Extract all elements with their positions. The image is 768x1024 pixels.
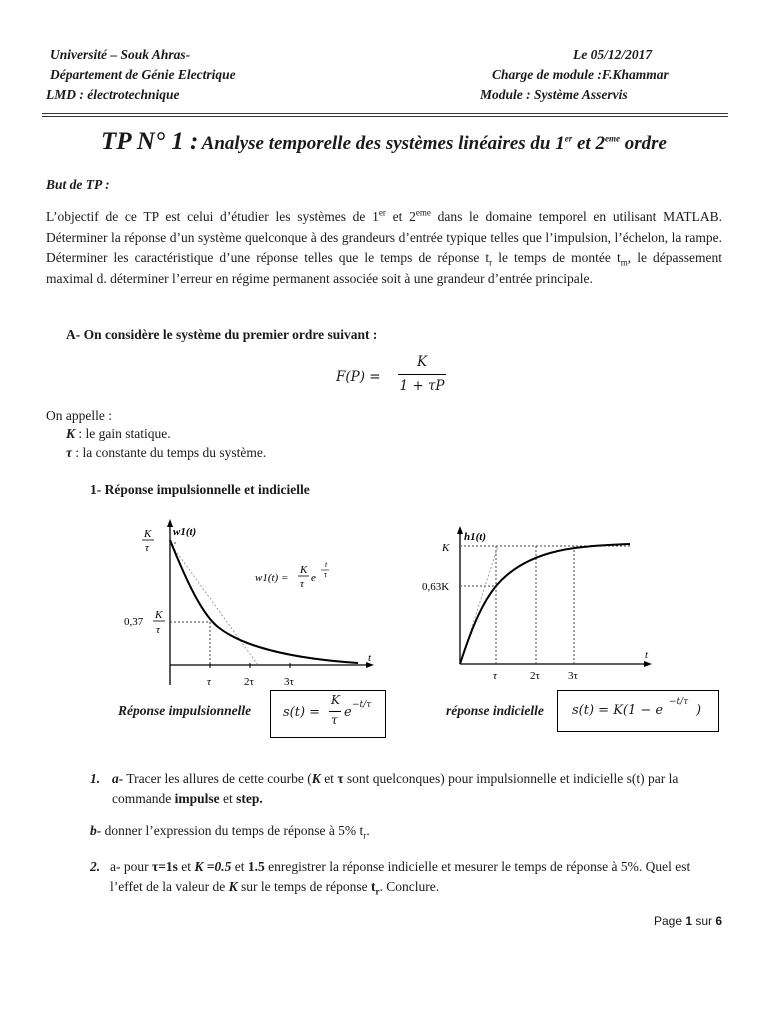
university-name: Université – Souk Ahras-	[50, 47, 191, 62]
module-label: Module : Système Asservis	[480, 87, 628, 102]
step-response-plot	[418, 524, 658, 684]
impulse-curve	[170, 540, 358, 663]
tangent-line	[170, 543, 258, 665]
question-1: 1. a- Tracer les allures de cette courbe (K et τ sont quelconques) pour impulsionnelle et indicielle s(t) par la commande impulse et step.	[90, 771, 679, 806]
ytick-037: 0,37	[124, 616, 144, 628]
title-main: TP N° 1 :	[101, 128, 199, 155]
xtick-2tau: 2τ	[530, 670, 540, 682]
transfer-function	[336, 354, 456, 400]
section-a-heading: A- On considère le système du premier ordre suivant :	[66, 327, 378, 342]
page-title	[0, 128, 768, 156]
x-label: t	[645, 649, 649, 661]
header-right	[480, 45, 669, 105]
formula-exp-den: τ	[324, 570, 327, 579]
x-axis-arrow	[644, 661, 652, 667]
ytick-063k: 0,63K	[422, 581, 450, 593]
x-label: t	[368, 652, 372, 664]
header-divider-1	[42, 113, 728, 114]
xtick-3tau: 3τ	[284, 676, 294, 688]
question-2: 2. a- pour τ=1s et K =0.5 et 1.5 enregistrer la réponse indicielle et mesurer le temps de réponse à 5%. Quel est l’effet de la valeur de K sur le temps de réponse $t_r$. Conclure.	[90, 859, 691, 897]
formula-exp-num: t	[325, 560, 328, 569]
on-appelle: On appelle :	[46, 408, 112, 423]
caption-step: réponse indicielle	[446, 703, 544, 718]
ytick-k: K	[442, 542, 450, 554]
xtick-3tau: 3τ	[568, 670, 578, 682]
def-tau: τ : la constante du temps du système.	[66, 445, 267, 460]
date-label: Le 05/12/2017	[573, 47, 653, 62]
ytick-037-num: K	[155, 609, 163, 621]
but-heading: But de TP :	[46, 177, 110, 192]
impulse-formula-box: s(t) = K τ e −t/τ	[270, 690, 386, 738]
impulse-response-plot	[118, 515, 380, 695]
tf-lhs: F(P) =	[336, 369, 381, 385]
formula-lhs: w1(t) =	[255, 572, 289, 584]
tf-fraction-bar	[398, 374, 446, 375]
tf-numerator: K	[416, 354, 428, 370]
y-axis-arrow	[457, 526, 463, 534]
question-1b: b- donner l’expression du temps de réponse à 5% $t_r$.	[90, 823, 370, 841]
ytick-k-num: K	[144, 528, 152, 540]
charge-label: Charge de module :F.Khammar	[492, 67, 669, 82]
formula-e: e	[311, 572, 316, 584]
y-label: h1(t)	[464, 531, 486, 543]
formula-den: τ	[300, 578, 304, 590]
xtick-2tau: 2τ	[244, 676, 254, 688]
y-label: w1(t)	[173, 526, 197, 538]
ytick-037-den: τ	[156, 624, 160, 636]
department-name: Département de Génie Electrique	[50, 67, 236, 82]
ytick-k-den: τ	[145, 542, 149, 554]
xtick-tau: τ	[207, 676, 211, 688]
header-divider-2	[42, 116, 728, 117]
intro-paragraph: L’objectif de ce TP est celui d’étudier les systèmes de 1er et 2eme dans le domaine temporel en utilisant MATLAB. Déterminer la réponse d’un système quelconque à des grandeurs d’entrée typique telles que l’impulsion, l’échelon, la rampe. Déterminer les caractéristique d’une réponse telles que le temps de réponse $t_r$ le temps de montée $t_m$, le dépassement maximal d. déterminer l’erreur en régime permanent associée soit à une grandeur d’entrée principale.	[46, 207, 722, 286]
formula-num: K	[300, 564, 308, 576]
caption-impulse: Réponse impulsionnelle	[118, 703, 252, 718]
title-sub: Analyse temporelle des systèmes linéaires du 1er et 2eme ordre	[201, 133, 667, 154]
xtick-tau: τ	[493, 670, 497, 682]
def-k: K : le gain statique.	[66, 426, 171, 441]
step-curve	[460, 544, 630, 664]
header-left	[46, 45, 236, 105]
tf-denominator: 1 + τP	[399, 378, 445, 394]
page-footer: Page 1 sur 6	[654, 914, 723, 928]
step-formula-box: s(t) = K(1 − e −t/τ )	[557, 690, 719, 732]
lmd-label: LMD : électrotechnique	[46, 87, 180, 102]
subsection-1-heading: 1- Réponse impulsionnelle et indicielle	[90, 482, 310, 497]
